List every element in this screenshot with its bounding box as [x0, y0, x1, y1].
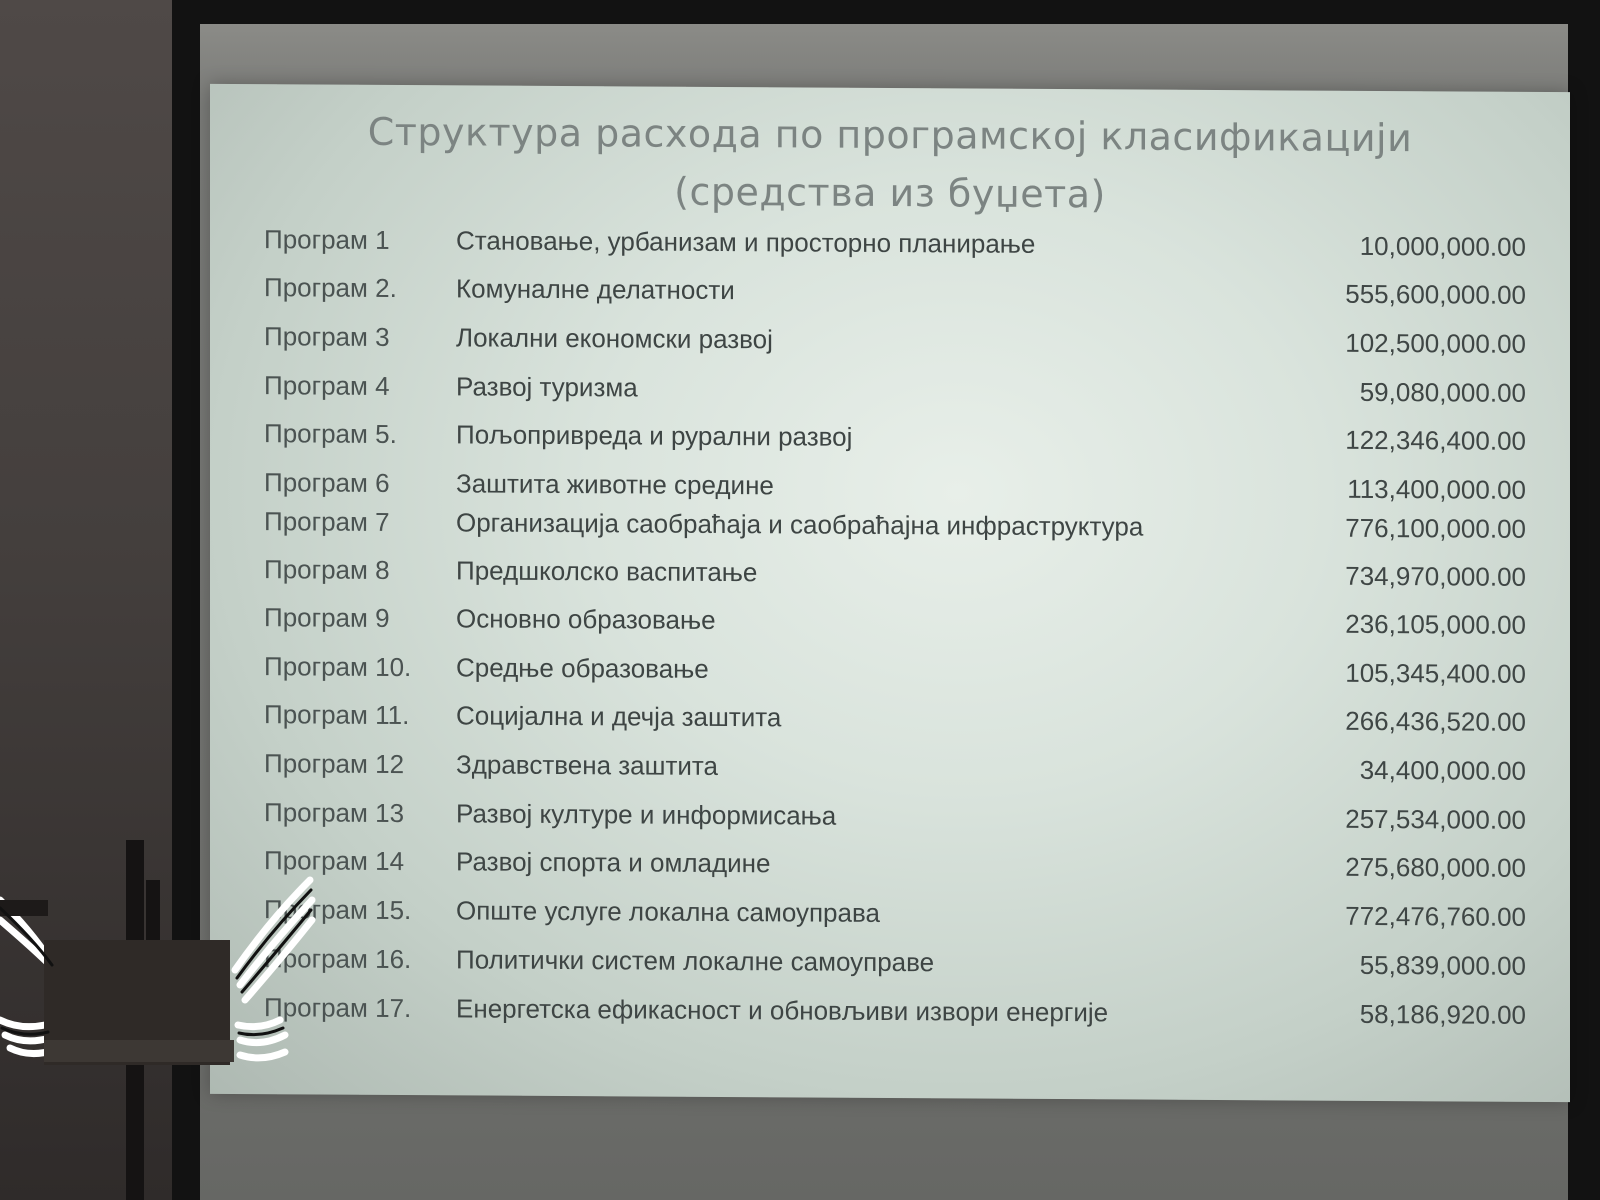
program-number: Програм 15. — [264, 894, 412, 926]
program-number: Програм 17. — [264, 992, 412, 1024]
program-number: Програм 4 — [264, 370, 390, 401]
lectern-silhouette — [0, 840, 320, 1200]
program-amount: 236,105,000.00 — [1345, 608, 1526, 640]
program-row — [264, 845, 1526, 893]
program-number: Програм 12 — [264, 748, 405, 780]
program-row — [264, 418, 1526, 466]
program-row — [264, 272, 1526, 320]
program-amount: 776,100,000.00 — [1345, 512, 1526, 544]
program-name: Опште услуге локална самоуправа — [456, 895, 880, 928]
program-name: Политички систем локалне самоуправе — [456, 944, 935, 978]
program-number: Програм 2. — [264, 272, 397, 303]
program-name: Предшколско васпитање — [456, 555, 758, 588]
program-amount: 55,839,000.00 — [1359, 949, 1526, 981]
program-row — [264, 506, 1526, 554]
program-row — [264, 224, 1526, 272]
program-row — [264, 651, 1526, 699]
program-amount: 59,080,000.00 — [1359, 376, 1526, 408]
program-amount: 122,346,400.00 — [1345, 424, 1526, 456]
program-name: Социјална и дечја заштита — [456, 700, 782, 733]
program-name: Развој спорта и омладине — [456, 846, 771, 879]
program-number: Програм 1 — [264, 224, 390, 255]
program-row — [264, 699, 1526, 747]
program-number: Програм 5. — [264, 418, 397, 449]
program-number: Програм 9 — [264, 602, 390, 633]
program-row — [264, 992, 1526, 1040]
program-row — [264, 748, 1526, 796]
projected-slide — [210, 84, 1570, 1102]
program-name: Енергетска ефикасност и обновљиви извори енергије — [456, 993, 1109, 1028]
program-number: Програм 7 — [264, 506, 390, 537]
program-row — [264, 321, 1526, 369]
program-number: Програм 16. — [264, 943, 412, 975]
program-number: Програм 10. — [264, 651, 412, 683]
program-amount: 102,500,000.00 — [1345, 327, 1526, 359]
program-amount: 58,186,920.00 — [1359, 998, 1526, 1030]
program-number: Програм 6 — [264, 467, 390, 498]
program-name: Комуналне делатности — [456, 273, 735, 306]
lectern-body — [0, 840, 234, 1200]
program-name: Заштита животне средине — [456, 468, 774, 501]
program-amount: 772,476,760.00 — [1345, 900, 1526, 932]
program-row — [264, 370, 1526, 418]
slide-title — [210, 102, 1570, 226]
program-name: Средње образовање — [456, 652, 709, 684]
program-amount: 275,680,000.00 — [1345, 851, 1526, 883]
program-row — [264, 797, 1526, 845]
program-amount: 266,436,520.00 — [1345, 705, 1526, 737]
program-row — [264, 602, 1526, 650]
program-name: Основно образовање — [456, 603, 716, 635]
program-row — [264, 554, 1526, 602]
slide-title-line-1: Структура расхода по програмској класификацији — [367, 109, 1413, 161]
program-name: Локални економски развој — [456, 322, 773, 355]
program-amount: 113,400,000.00 — [1347, 473, 1526, 505]
program-number: Програм 3 — [264, 321, 390, 352]
program-amount: 555,600,000.00 — [1345, 278, 1526, 310]
program-name: Развој туризма — [456, 371, 638, 403]
program-name: Становање, урбанизам и просторно планирање — [456, 225, 1036, 259]
slide-title-line-2: (средства из буџета) — [674, 169, 1106, 217]
program-number: Програм 13 — [264, 797, 405, 829]
program-amount: 10,000,000.00 — [1359, 230, 1526, 262]
program-number: Програм 8 — [264, 554, 390, 585]
program-amount: 105,345,400.00 — [1345, 657, 1526, 689]
program-number: Програм 14 — [264, 845, 405, 877]
program-name: Пољопривреда и рурални развој — [456, 419, 853, 452]
program-amount: 34,400,000.00 — [1359, 754, 1526, 786]
program-name: Здравствена заштита — [456, 749, 718, 781]
program-list — [264, 224, 1526, 1030]
program-name: Развој културе и информисања — [456, 798, 837, 831]
program-row — [264, 943, 1526, 991]
program-row — [264, 894, 1526, 942]
program-amount: 257,534,000.00 — [1345, 803, 1526, 835]
program-number: Програм 11. — [264, 699, 410, 731]
program-name: Организација саобраћаја и саобраћајна инфраструктура — [456, 507, 1144, 542]
program-amount: 734,970,000.00 — [1345, 560, 1526, 592]
